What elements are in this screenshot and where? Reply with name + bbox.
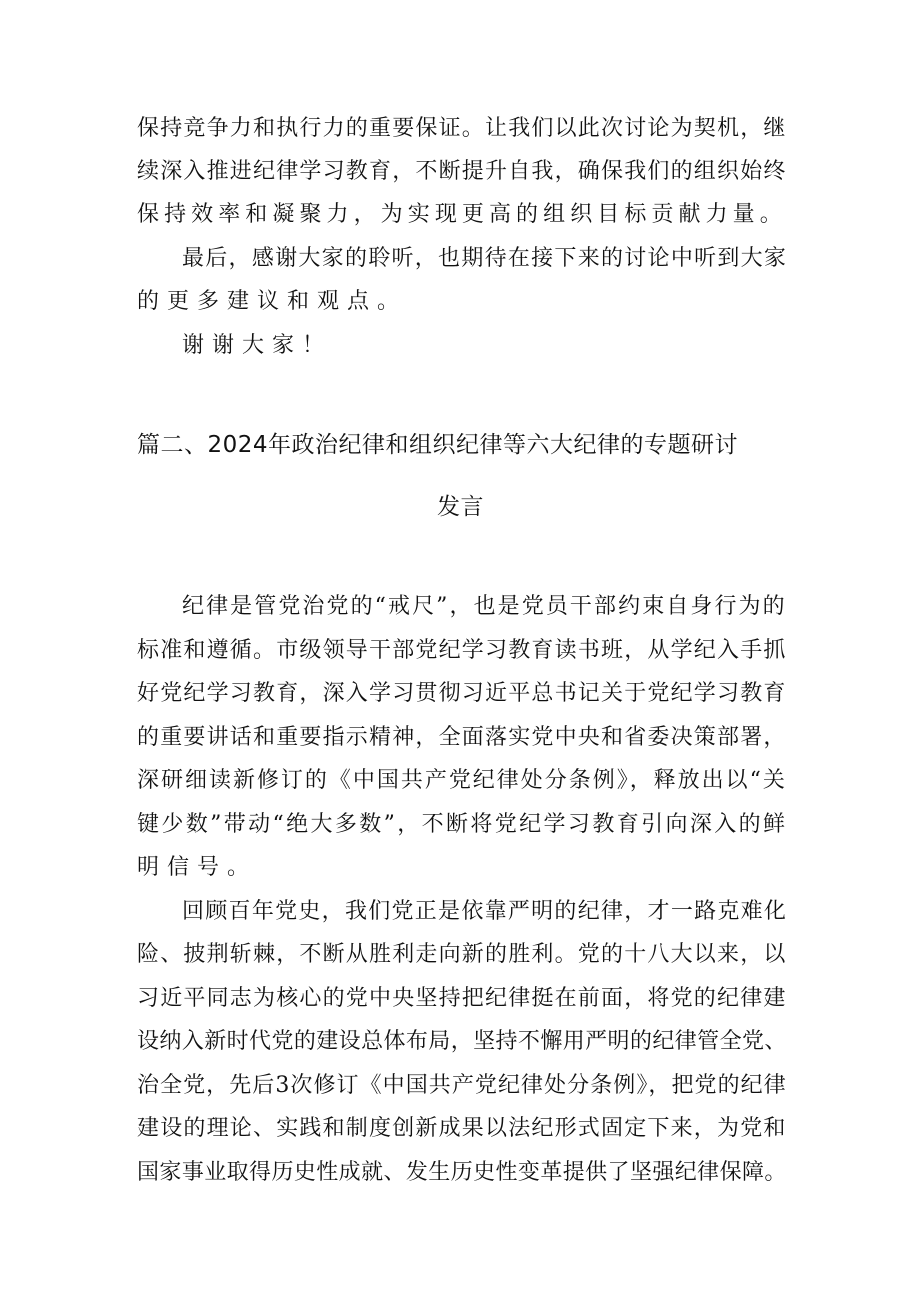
paragraph-2-line: 建设的理论、实践和制度创新成果以法纪形式固定下来，为党和	[137, 1116, 787, 1141]
paragraph-2-line: 设纳入新时代党的建设总体布局，坚持不懈用严明的纪律管全党、	[137, 1029, 787, 1054]
text-line: 最后，感谢大家的聆听，也期待在接下来的讨论中听到大家	[182, 246, 788, 271]
paragraph-1-line: 好党纪学习教育，深入学习贯彻习近平总书记关于党纪学习教育	[137, 681, 787, 706]
section-heading: 篇二、2024年政治纪律和组织纪律等六大纪律的专题研讨	[137, 432, 739, 458]
paragraph-1-line: 标准和遵循。市级领导干部党纪学习教育读书班，从学纪入手抓	[137, 638, 787, 663]
paragraph-2-line: 习近平同志为核心的党中央坚持把纪律挺在前面，将党的纪律建	[137, 986, 787, 1011]
text-line: 的更多建议和观点。	[137, 289, 408, 314]
paragraph-1-line: 明信号。	[137, 855, 258, 880]
paragraph-2-line: 险、披荆斩棘，不断从胜利走向新的胜利。党的十八大以来，以	[137, 942, 787, 967]
section-heading-continued: 发言	[437, 494, 484, 520]
closing-line: 谢谢大家！	[182, 333, 333, 358]
text-line: 保持效率和凝聚力，为实现更高的组织目标贡献力量。	[137, 202, 787, 227]
paragraph-2-line: 回顾百年党史，我们党正是依靠严明的纪律，才一路克难化	[182, 899, 788, 924]
paragraph-1-line: 键少数”带动“绝大多数”，不断将党纪学习教育引向深入的鲜	[137, 812, 788, 837]
paragraph-1-line: 的重要讲话和重要指示精神，全面落实党中央和省委决策部署，	[137, 725, 787, 750]
text-line: 续深入推进纪律学习教育，不断提升自我，确保我们的组织始终	[137, 159, 787, 184]
text-line: 保持竞争力和执行力的重要保证。让我们以此次讨论为契机，继	[137, 116, 787, 141]
paragraph-2-line: 国家事业取得历史性成就、发生历史性变革提供了坚强纪律保障。	[137, 1160, 787, 1185]
paragraph-1-line: 深研细读新修订的《中国共产党纪律处分条例》，释放出以“关	[137, 768, 787, 793]
paragraph-2-line: 治全党，先后3次修订《中国共产党纪律处分条例》，把党的纪律	[137, 1073, 787, 1098]
paragraph-1-line: 纪律是管党治党的“戒尺”，也是党员干部约束自身行为的	[182, 594, 787, 619]
